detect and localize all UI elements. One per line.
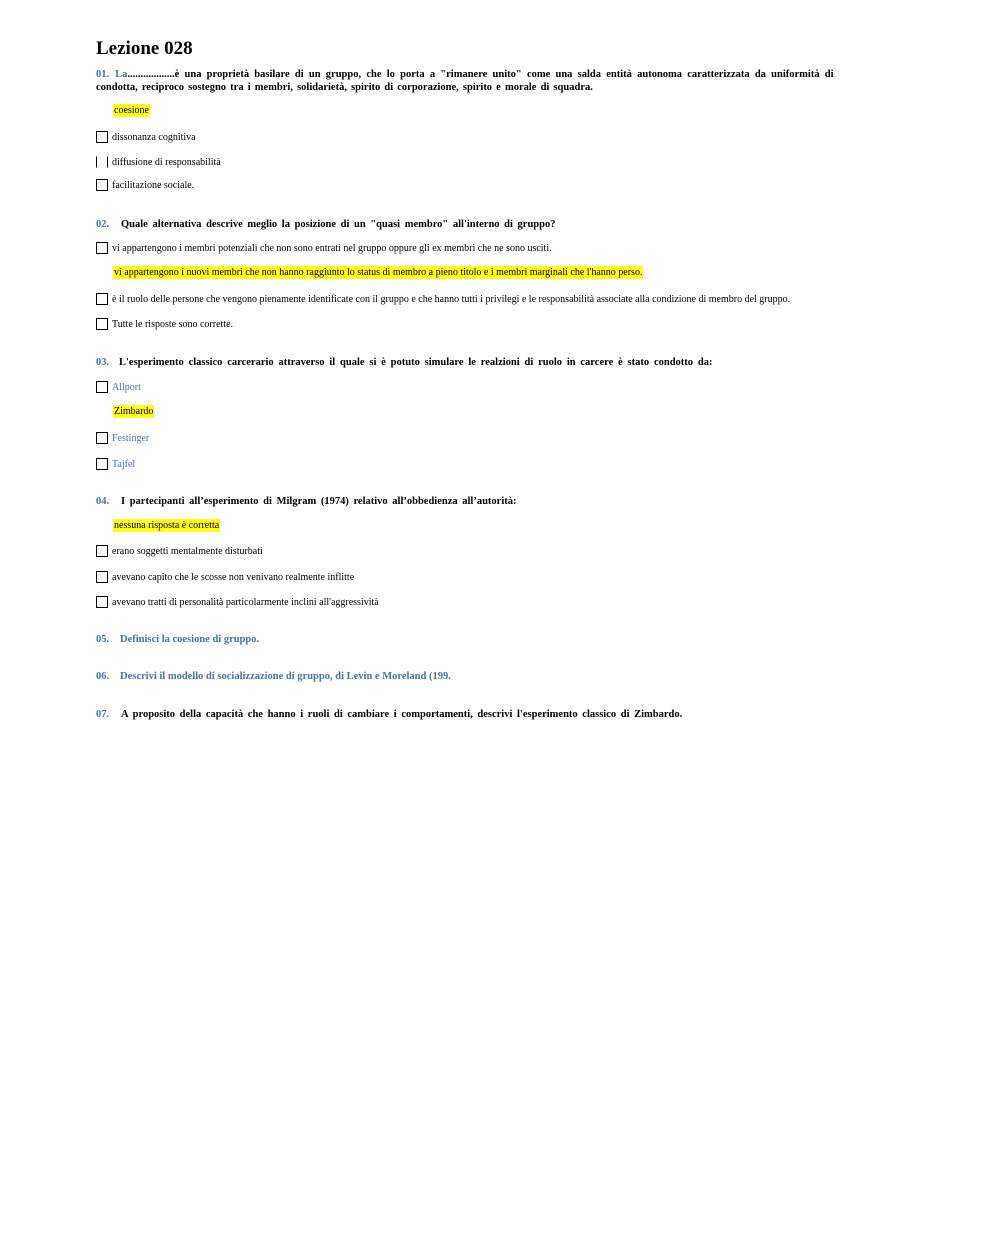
question-02-option-1[interactable]: [96, 241, 552, 255]
question-02-option-2[interactable]: [96, 292, 790, 306]
question-06-text: Descrivi il modello di socializzazione di gruppo, di Levin e Moreland (199.: [120, 671, 451, 682]
question-02-answer: vi appartengono i nuovi membri che non hanno raggiunto lo status di membro a pieno titolo e i membri marginali che l'hanno perso.: [114, 267, 643, 278]
checkbox[interactable]: [96, 432, 108, 444]
option-label: diffusione di responsabilità: [112, 156, 221, 168]
checkbox[interactable]: [96, 545, 108, 557]
checkbox[interactable]: [96, 293, 108, 305]
checkbox[interactable]: [96, 458, 108, 470]
option-label: erano soggetti mentalmente disturbati: [112, 545, 263, 557]
question-04-text: I partecipanti all’esperimento di Milgram (1974) relativo all’obbedienza all’autorità:: [121, 496, 517, 507]
checkbox[interactable]: [96, 596, 108, 608]
option-label: Tutte le risposte sono corrette.: [112, 318, 234, 330]
checkbox[interactable]: [96, 318, 108, 330]
page-title: Lezione 028: [96, 38, 193, 59]
question-01-text-line1: ..................è una proprietà basilare di un gruppo, che lo porta a "rimanere unito" come una salda entità autonoma caratterizzata da uniformità di: [127, 69, 834, 80]
question-01-text: [96, 69, 856, 80]
option-label: dissonanza cognitiva: [112, 131, 196, 143]
question-02-option-3[interactable]: [96, 317, 233, 331]
question-01-option-3[interactable]: [96, 178, 194, 192]
question-04-answer: nessuna risposta è corretta: [114, 520, 220, 531]
checkbox[interactable]: [96, 381, 108, 393]
question-04-option-1[interactable]: [96, 544, 263, 558]
question-05-number: 05.: [96, 634, 110, 645]
option-label: vi appartengono i membri potenziali che non sono entrati nel gruppo oppure gli ex membri che ne sono usciti.: [112, 242, 552, 254]
question-04-option-2[interactable]: [96, 570, 354, 584]
question-01-text-line2: condotta, reciproco sostegno tra i membri, solidarietà, spirito di corporazione, spirito e morale di squadra.: [96, 82, 593, 93]
question-03-number: 03.: [96, 357, 110, 368]
question-04-number: 04.: [96, 496, 110, 507]
question-03-text: L'esperimento classico carcerario attraverso il quale si è potuto simulare le realzioni di ruolo in carcere è stato condotto da:: [119, 357, 713, 368]
question-01-option-2[interactable]: [96, 155, 221, 169]
option-label: avevano tratti di personalità particolarmente inclini all'aggressività: [112, 596, 379, 608]
question-01-option-1[interactable]: [96, 130, 196, 144]
checkbox[interactable]: [96, 156, 108, 168]
question-06-number: 06.: [96, 671, 110, 682]
question-03-option-2[interactable]: [96, 431, 149, 445]
question-05-text: Definisci la coesione di gruppo.: [120, 634, 260, 645]
question-01-prefix: La: [115, 69, 128, 80]
checkbox[interactable]: [96, 242, 108, 254]
question-03-option-1[interactable]: [96, 380, 141, 394]
option-label: è il ruolo delle persone che vengono pienamente identificate con il gruppo e che hanno tutti i privilegi e le responsabilità associate alla condizione di membro del gruppo.: [112, 293, 791, 305]
question-07-text: A proposito della capacità che hanno i ruoli di cambiare i comportamenti, descrivi l'esperimento classico di Zimbardo.: [121, 709, 683, 720]
question-01-answer: coesione: [114, 105, 149, 116]
option-label: facilitazione sociale.: [112, 179, 195, 191]
option-label: Allport: [112, 381, 141, 393]
checkbox[interactable]: [96, 179, 108, 191]
question-07-number: 07.: [96, 709, 110, 720]
option-label: Festinger: [112, 432, 150, 444]
question-02-number: 02.: [96, 219, 110, 230]
checkbox[interactable]: [96, 131, 108, 143]
question-02-text: Quale alternativa descrive meglio la posizione di un "quasi membro" all'interno di gruppo?: [121, 219, 556, 230]
question-03-option-3[interactable]: [96, 457, 135, 471]
option-label: avevano capito che le scosse non venivano realmente inflitte: [112, 571, 355, 583]
question-03-answer: Zimbardo: [114, 406, 154, 417]
question-01-number: 01.: [96, 69, 110, 80]
checkbox[interactable]: [96, 571, 108, 583]
option-label: Tajfel: [112, 458, 136, 470]
question-04-option-3[interactable]: [96, 595, 379, 609]
